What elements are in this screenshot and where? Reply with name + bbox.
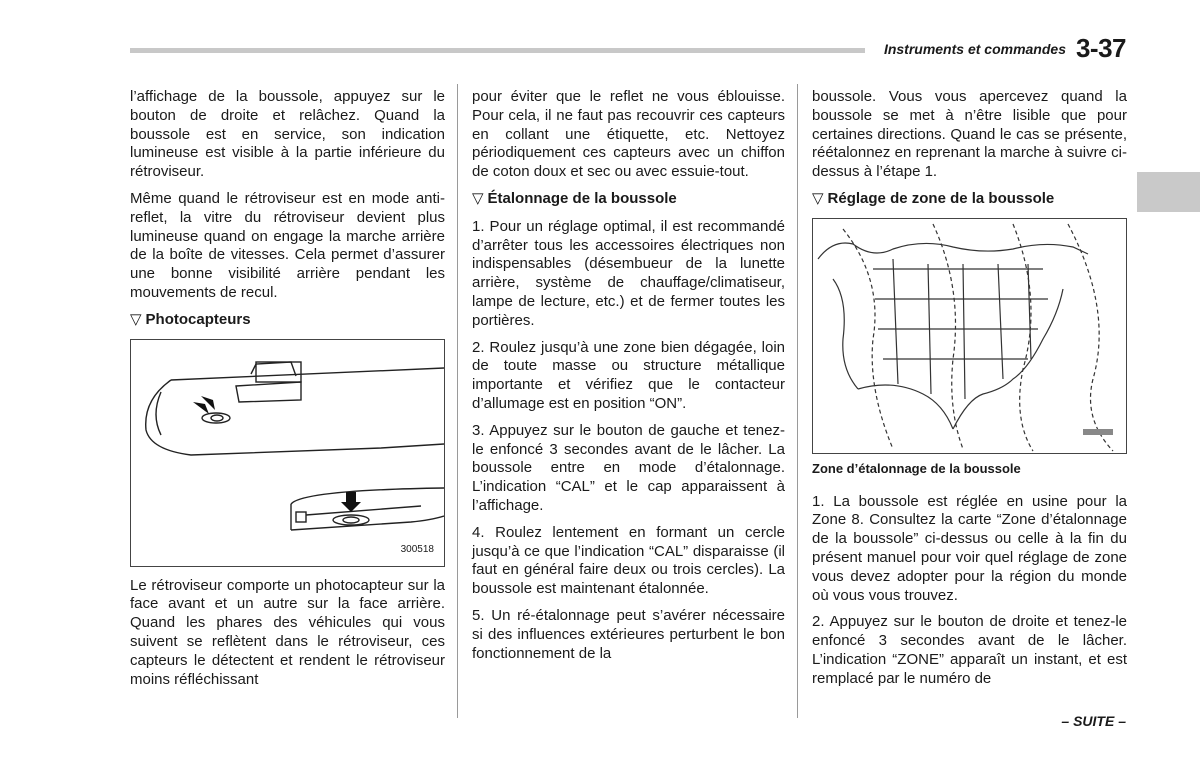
step: 4. Roulez lentement en formant un cercle jusqu’à ce que l’indication “CAL” disparaisse (il faut en général faire deux ou trois cercles). La boussole est maintenant étalonnée. bbox=[472, 523, 785, 598]
step: 2. Roulez jusqu’à une zone bien dégagée, loin de toute masse ou structure métallique importante et vérifiez que le contacteur d’allumage est en position “ON”. bbox=[472, 338, 785, 412]
step: 1. Pour un réglage optimal, il est recommandé d’arrêter tous les accessoires électriques non indispensables (désembueur de la lunette arrière, système de chauffage/climatiseur, lampe de lecture, etc.) et de fermer toutes les portières. bbox=[472, 217, 785, 329]
column-middle bbox=[472, 88, 785, 671]
page-number: 3-37 bbox=[1075, 33, 1126, 63]
paragraph: pour éviter que le reflet ne vous éblouisse. Pour cela, il ne faut pas recouvrir ces capteurs en collant une étiquette, etc. Nettoyez périodiquement ces capteurs avec un chiffon de coton doux et sec ou avec essuie-tout. bbox=[472, 88, 785, 181]
triangle-icon: ▽ bbox=[812, 189, 824, 207]
continued-marker: – SUITE – bbox=[1061, 713, 1126, 729]
section-heading: ▽ Réglage de zone de la boussole bbox=[812, 189, 1055, 207]
step: 5. Un ré-étalonnage peut s’avérer nécessaire si des influences extérieures perturbent le bon fonctionnement de la bbox=[472, 606, 785, 662]
column-divider bbox=[797, 84, 798, 718]
step: 3. Appuyez sur le bouton de gauche et tenez-le enfoncé 3 secondes avant de le lâcher. La boussole entre en mode d’étalonnage. L’indication “CAL” et le cap apparaissent à l’affichage. bbox=[472, 421, 785, 514]
section-heading: ▽ Étalonnage de la boussole bbox=[472, 189, 677, 207]
section-heading: ▽ Photocapteurs bbox=[130, 310, 251, 328]
paragraph: boussole. Vous vous apercevez quand la boussole se met à n’être lisible que pour certaines directions. Quand le cas se présente, réétalonnez en reprenant la marche à suivre ci-dessus à l’étape 1. bbox=[812, 88, 1127, 181]
mirror-illustration bbox=[130, 339, 445, 567]
paragraph: Même quand le rétroviseur est en mode anti-reflet, la vitre du rétroviseur devient plus lumineuse quand on engage la marche arrière de la boîte de vitesses. Cela permet d’assurer une bonne visibilité arrière pendant les mouvements de recul. bbox=[130, 189, 445, 301]
paragraph: l’affichage de la boussole, appuyez sur le bouton de droite et relâchez. Quand la boussole est en service, son indication lumineuse est visible à la partie inférieure du rétroviseur. bbox=[130, 88, 445, 181]
step: 1. La boussole est réglée en usine pour la Zone 8. Consultez la carte “Zone d’étalonnage de la boussole” ci-dessus ou celle à la fin du présent manuel pour voir quel réglage de zone vous devez adopter pour la région du monde où vous vous trouvez. bbox=[812, 492, 1127, 604]
column-divider bbox=[457, 84, 458, 718]
map-drawing bbox=[813, 219, 1126, 453]
mirror-drawing bbox=[131, 340, 444, 566]
figure-caption: Zone d’étalonnage de la boussole bbox=[812, 460, 1021, 476]
column-right bbox=[812, 88, 1127, 697]
step: 2. Appuyez sur le bouton de droite et tenez-le enfoncé 3 secondes avant de le lâcher. L’indication “ZONE” apparaît un instant, et est remplacé par le numéro de bbox=[812, 613, 1127, 687]
column-left bbox=[130, 88, 445, 697]
zone-map bbox=[812, 218, 1127, 454]
section-title: Instruments et commandes bbox=[883, 41, 1066, 57]
paragraph: Le rétroviseur comporte un photocapteur sur la face avant et un autre sur la face arrière. Quand les phares des véhicules qui vous suivent se reflètent dans le rétroviseur, ces capteurs le détectent et rendent le rétroviseur moins réfléchissant bbox=[130, 576, 445, 688]
triangle-icon: ▽ bbox=[472, 189, 484, 207]
figure-code: 300518 bbox=[400, 543, 434, 555]
triangle-icon: ▽ bbox=[130, 310, 142, 328]
header-rule bbox=[130, 48, 865, 53]
chapter-tab bbox=[1137, 172, 1200, 212]
